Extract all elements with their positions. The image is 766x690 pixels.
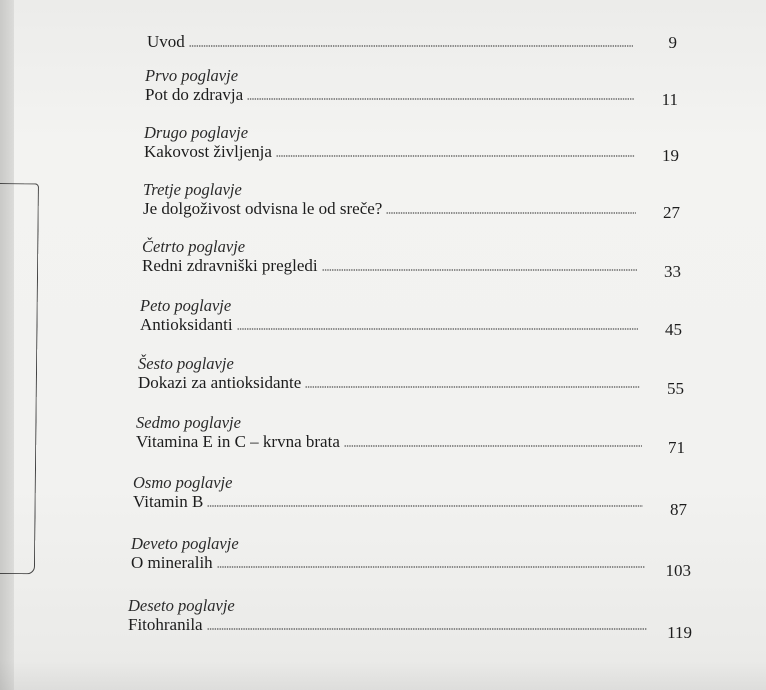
toc-entry-title: Redni zdravniški pregledi bbox=[142, 256, 318, 275]
dot-leader bbox=[217, 565, 645, 569]
toc-entry-page: 103 bbox=[665, 561, 691, 580]
chapter-label: Tretje poglavje bbox=[143, 180, 242, 199]
chapter-label: Četrto poglavje bbox=[142, 237, 246, 256]
toc-entry-chapter-7[interactable] bbox=[136, 414, 642, 454]
toc-entry-title: O mineralih bbox=[131, 553, 213, 572]
toc-entry-page: 19 bbox=[662, 146, 679, 165]
toc-entry-page: 27 bbox=[663, 203, 680, 222]
toc-entry-page: 87 bbox=[670, 500, 687, 519]
toc-entry-title: Fitohranila bbox=[128, 615, 203, 634]
toc-entry-title: Je dolgoživost odvisna le od sreče? bbox=[143, 199, 383, 218]
toc-entry-chapter-4[interactable] bbox=[142, 238, 637, 278]
chapter-label: Drugo poglavje bbox=[144, 123, 249, 142]
chapter-label: Osmo poglavje bbox=[133, 473, 233, 492]
toc-entry-chapter-10[interactable] bbox=[128, 597, 647, 637]
dot-leader bbox=[322, 268, 637, 272]
toc-entry-page: 55 bbox=[667, 379, 684, 398]
chapter-label: Šesto poglavje bbox=[138, 354, 234, 373]
dot-leader bbox=[247, 97, 634, 101]
toc-entry-page: 119 bbox=[667, 623, 692, 642]
toc-entry-chapter-2[interactable] bbox=[144, 124, 635, 164]
toc-entry-title: Uvod bbox=[147, 32, 185, 51]
dot-leader bbox=[207, 627, 647, 631]
toc-entry-chapter-3[interactable] bbox=[143, 181, 636, 221]
toc-entry-page: 11 bbox=[661, 90, 678, 109]
toc-entry-chapter-5[interactable] bbox=[140, 297, 638, 337]
toc-entry-chapter-6[interactable] bbox=[138, 355, 640, 395]
toc-entry-title: Antioksidanti bbox=[140, 315, 233, 334]
dot-leader bbox=[189, 44, 633, 48]
chapter-label: Sedmo poglavje bbox=[136, 413, 241, 432]
toc-entry-page: 9 bbox=[668, 33, 677, 52]
dot-leader bbox=[237, 327, 638, 331]
dot-leader bbox=[386, 211, 636, 215]
toc-entry-page: 71 bbox=[668, 438, 685, 457]
chapter-label: Prvo poglavje bbox=[145, 66, 239, 85]
dot-leader bbox=[276, 154, 635, 158]
dot-leader bbox=[305, 385, 640, 389]
dot-leader bbox=[207, 504, 643, 508]
toc-entry-page: 45 bbox=[665, 320, 682, 339]
chapter-label: Peto poglavje bbox=[140, 296, 232, 315]
toc-entry-title: Pot do zdravja bbox=[145, 85, 244, 104]
toc-entry-chapter-1[interactable] bbox=[145, 67, 634, 107]
toc-entry-chapter-8[interactable] bbox=[133, 474, 643, 514]
chapter-label: Deseto poglavje bbox=[128, 596, 235, 615]
chapter-label: Deveto poglavje bbox=[131, 534, 239, 553]
toc-entry-chapter-9[interactable] bbox=[131, 535, 645, 575]
toc-entry-page: 33 bbox=[664, 262, 681, 281]
toc-entry-title: Dokazi za antioksidante bbox=[138, 373, 302, 392]
toc-entry-title: Kakovost življenja bbox=[144, 142, 272, 161]
dot-leader bbox=[344, 444, 642, 448]
toc-entry-title: Vitamina E in C – krvna brata bbox=[136, 432, 340, 451]
toc-entry-title: Vitamin B bbox=[133, 492, 204, 511]
